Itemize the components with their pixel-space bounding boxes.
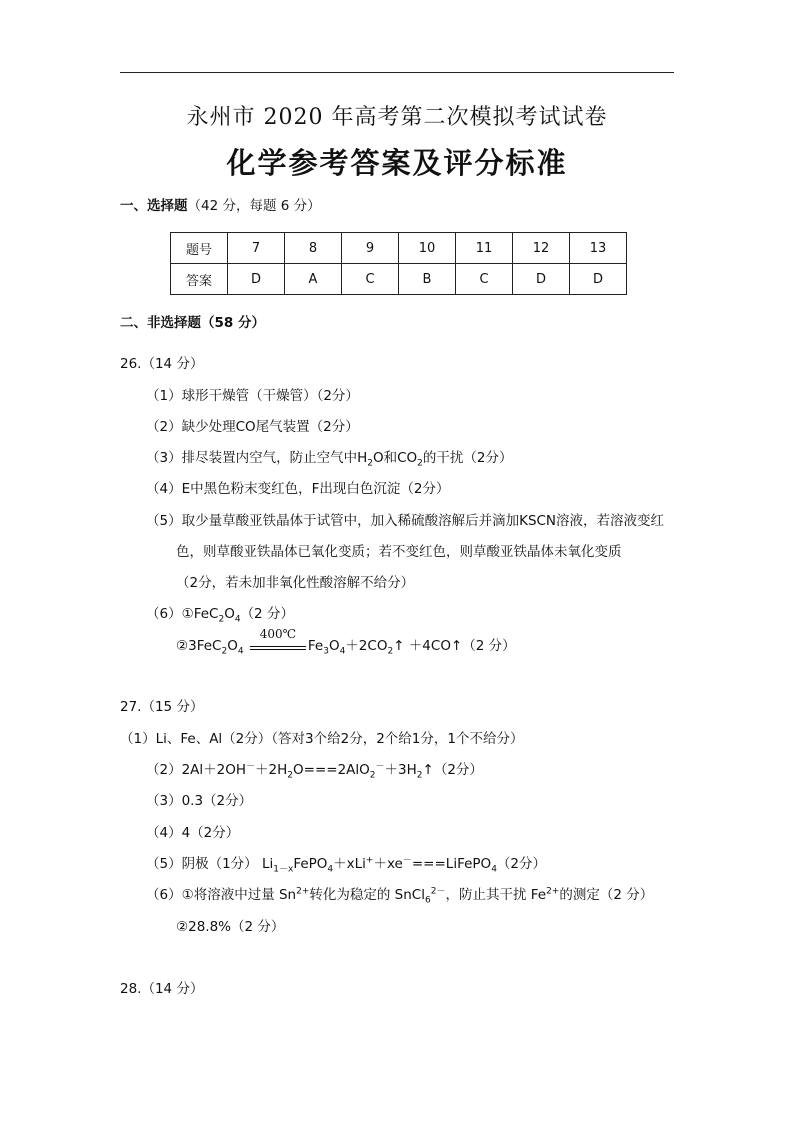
question-number: 7 [228, 233, 285, 264]
q26-answer-1: （1）球形干燥管（干燥管）（2分） [146, 388, 359, 404]
q27-answer-4: （4）4（2分） [146, 825, 240, 841]
answer-cell: A [285, 264, 342, 295]
q26-answer-3: （3）排尽装置内空气，防止空气中$H_2O$和$CO_2$的干扰（2分） [146, 450, 513, 469]
reaction-condition [250, 627, 306, 650]
section1-heading: 一、选择题（42 分，每题 6 分） [120, 198, 321, 214]
q28-heading: 28.（14 分） [120, 981, 204, 997]
table-row [171, 233, 627, 264]
temperature-label: 400℃ [259, 627, 297, 641]
q27-answer-3: （3）0.3（2分） [146, 793, 253, 809]
question-number: 12 [513, 233, 570, 264]
question-number: 11 [456, 233, 513, 264]
answer-cell: D [570, 264, 627, 295]
q26-heading: 26.（14 分） [120, 356, 204, 372]
row-label: 答案 [171, 264, 228, 295]
q27-answer-2: $(2)2Al+2OH^-+2H_2O===2AlO_2^-+3H_2↑(2$分） [146, 761, 483, 781]
answer-cell: D [513, 264, 570, 295]
answer-cell: B [399, 264, 456, 295]
row-label: 题号 [171, 233, 228, 264]
question-number: 13 [570, 233, 627, 264]
q26-answer-6-2-equation: $②3FeC_2O_4$ 400℃ $Fe_3O_4+2CO_2↑$ ＋4CO↑（2 分） [176, 627, 516, 657]
q26-answer-5-line3: （2分，若未加非氧化性酸溶解不给分） [176, 575, 415, 591]
q27-answer-5: （5）阴极（1分） $Li_{1-x}FePO_4+xLi^++xe^-===LiFePO_4(2$分） [146, 855, 547, 875]
section2-heading: 二、非选择题（58 分） [120, 315, 265, 331]
answer-cell: D [228, 264, 285, 295]
answer-cell: C [456, 264, 513, 295]
q26-answer-2: （2）缺少处理CO尾气装置（2分） [146, 419, 359, 435]
q26-answer-4: （4）E中黑色粉末变红色，F出现白色沉淀（2分） [146, 481, 450, 497]
q27-answer-1: （1）Li、Fe、Al（2分）（答对3个给2分，2个给1分，1个不给分） [120, 731, 524, 747]
question-number: 8 [285, 233, 342, 264]
answer-cell: C [342, 264, 399, 295]
top-rule [120, 72, 674, 73]
q26-answer-5-line1: （5）取少量草酸亚铁晶体于试管中，加入稀硫酸溶解后并滴加KSCN溶液，若溶液变红 [146, 513, 665, 529]
q27-answer-6-2: ②28.8%（2 分） [176, 919, 285, 935]
question-number: 9 [342, 233, 399, 264]
q27-heading: 27.（15 分） [120, 699, 204, 715]
q26-answer-5-line2: 色，则草酸亚铁晶体已氧化变质；若不变红色，则草酸亚铁晶体未氧化变质 [176, 544, 622, 560]
q27-answer-6-1: （6）①将溶液中过量 $Sn^{2+}$转化为稳定的 SnCl$_6^{2-}$，防止其干扰 $Fe^{2+}$的测定（2 分） [146, 886, 654, 906]
answer-key-title: 化学参考答案及评分标准 [226, 146, 568, 180]
exam-title: 永州市 2020 年高考第二次模拟考试试卷 [186, 105, 608, 130]
answer-table [170, 232, 627, 295]
table-row [171, 264, 627, 295]
q26-answer-6-1: $(6)①FeC_2O_4(2$ 分） [146, 606, 294, 625]
equals-sign [250, 646, 306, 650]
question-number: 10 [399, 233, 456, 264]
